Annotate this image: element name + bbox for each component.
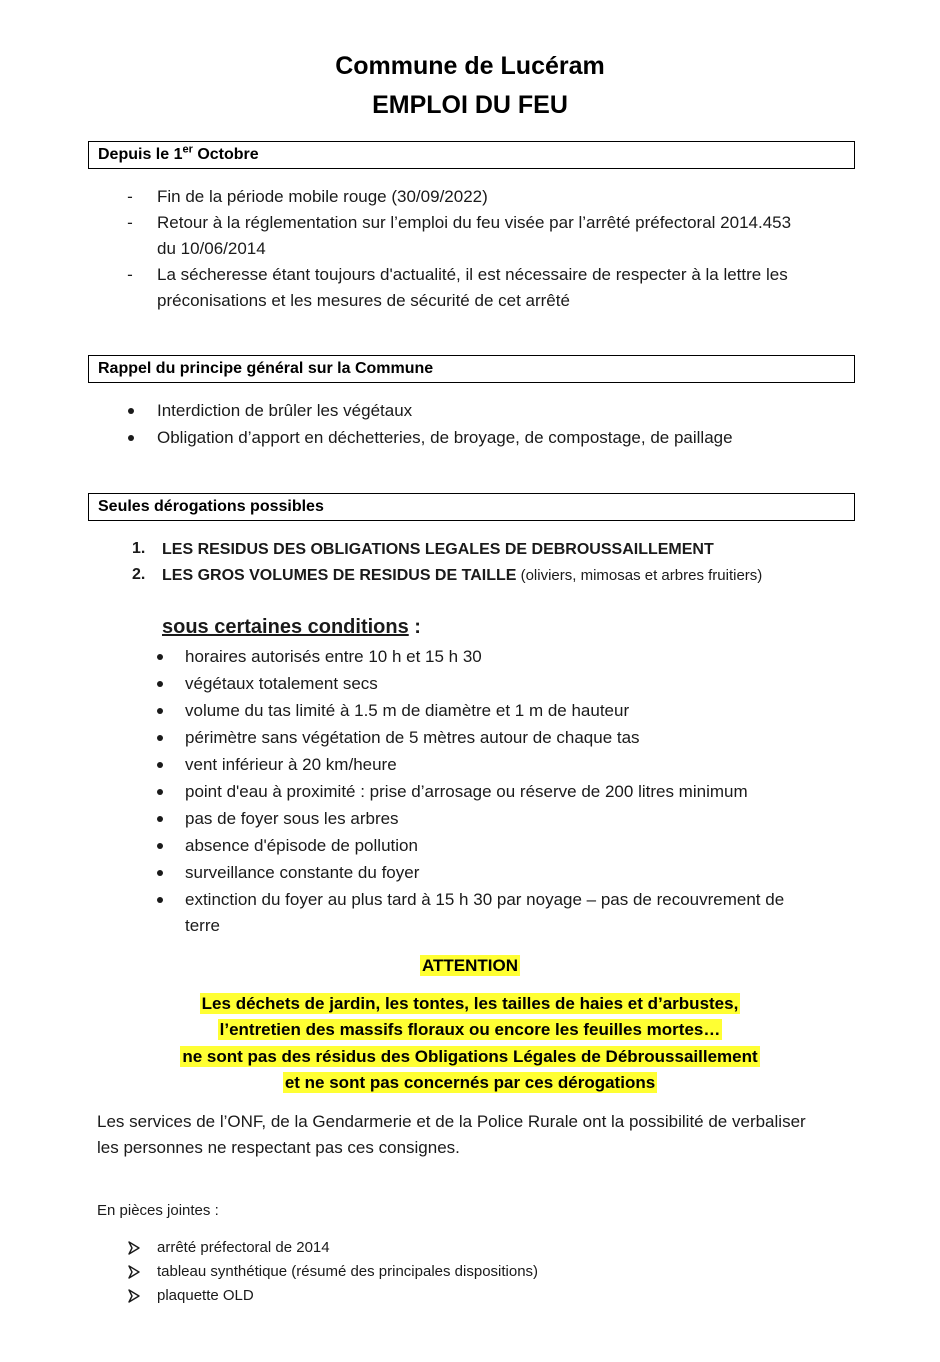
arrow-bullet-icon [127, 1241, 141, 1255]
arrow-bullet-icon [127, 1265, 141, 1279]
condition-item-1: horaires autorisés entre 10 h et 15 h 30 [185, 647, 482, 666]
condition-item-4: périmètre sans végétation de 5 mètres autour de chaque tas [185, 728, 640, 747]
attention-line-3-text: ne sont pas des résidus des Obligations Légales de Débroussaillement [182, 1047, 758, 1066]
depuis-item-3-cont: préconisations et les mesures de sécurité de cet arrêté [157, 291, 570, 310]
bullet-dot-icon [157, 843, 163, 849]
section-derogations-header: Seules dérogations possibles [88, 493, 855, 521]
verbalisation-line-1: Les services de l’ONF, de la Gendarmerie et de la Police Rurale ont la possibilité de verbaliser [97, 1112, 806, 1131]
attention-line-4 [0, 1070, 940, 1096]
attention-heading [0, 953, 940, 979]
condition-item-8: absence d'épisode de pollution [185, 836, 418, 855]
bullet-dot-icon [157, 654, 163, 660]
bullet-dot-icon [128, 435, 134, 441]
conditions-colon: : [408, 616, 421, 638]
piece-jointe-1: arrêté préfectoral de 2014 [157, 1239, 330, 1256]
derogation-item-2-bold: LES GROS VOLUMES DE RESIDUS DE TAILLE [162, 567, 517, 584]
section-depuis-label-sup: er [182, 143, 193, 156]
derogation-item-1-bold: LES RESIDUS DES OBLIGATIONS LEGALES DE DEBROUSSAILLEMENT [162, 541, 714, 558]
condition-item-7: pas de foyer sous les arbres [185, 809, 399, 828]
condition-item-9: surveillance constante du foyer [185, 863, 420, 882]
section-depuis-label-suffix: Octobre [192, 146, 259, 163]
attention-line-2-text: l’entretien des massifs floraux ou encore les feuilles mortes… [219, 1020, 721, 1039]
attention-heading-text: ATTENTION [421, 956, 518, 975]
attention-line-3 [0, 1044, 940, 1070]
derogation-item-2 [162, 562, 762, 589]
attention-line-1-text: Les déchets de jardin, les tontes, les tailles de haies et d’arbustes, [201, 994, 739, 1013]
condition-item-10: extinction du foyer au plus tard à 15 h 30 par noyage – pas de recouvrement de [185, 890, 785, 909]
bullet-dot-icon [157, 708, 163, 714]
conditions-heading [162, 612, 421, 642]
condition-item-5: vent inférieur à 20 km/heure [185, 755, 397, 774]
attention-line-1 [0, 991, 940, 1017]
depuis-item-2-cont: du 10/06/2014 [157, 239, 266, 258]
bullet-dot-icon [157, 681, 163, 687]
condition-item-2: végétaux totalement secs [185, 674, 378, 693]
bullet-dot-icon [128, 408, 134, 414]
bullet-dot-icon [157, 897, 163, 903]
condition-item-6: point d'eau à proximité : prise d’arrosage ou réserve de 200 litres minimum [185, 782, 748, 801]
section-depuis-label-prefix: Depuis le 1 [98, 146, 183, 163]
page-subtitle: EMPLOI DU FEU [372, 91, 568, 119]
derogation-item-1 [162, 536, 714, 563]
verbalisation-line-2: les personnes ne respectant pas ces consignes. [97, 1138, 460, 1157]
bullet-dot-icon [157, 789, 163, 795]
attention-line-2 [0, 1017, 940, 1043]
attention-line-4-text: et ne sont pas concernés par ces dérogations [284, 1073, 656, 1092]
derogation-item-2-extra: (oliviers, mimosas et arbres fruitiers) [516, 567, 763, 584]
rappel-item-1: Interdiction de brûler les végétaux [157, 401, 413, 420]
piece-jointe-2: tableau synthétique (résumé des principales dispositions) [157, 1263, 539, 1280]
rappel-item-2: Obligation d’apport en déchetteries, de broyage, de compostage, de paillage [157, 428, 733, 447]
bullet-dot-icon [157, 816, 163, 822]
condition-item-10-cont: terre [185, 916, 220, 935]
pieces-jointes-label: En pièces jointes : [97, 1202, 219, 1219]
section-rappel-header: Rappel du principe général sur la Commune [88, 355, 855, 383]
condition-item-3: volume du tas limité à 1.5 m de diamètre et 1 m de hauteur [185, 701, 630, 720]
page-title: Commune de Lucéram [335, 52, 605, 80]
bullet-dot-icon [157, 735, 163, 741]
bullet-dot-icon [157, 762, 163, 768]
derogation-number-2: 2. [132, 566, 146, 583]
depuis-item-3: La sécheresse étant toujours d'actualité, il est nécessaire de respecter à la lettre les [157, 265, 788, 284]
dash-marker: - [127, 265, 133, 284]
piece-jointe-3: plaquette OLD [157, 1287, 254, 1304]
conditions-title: sous certaines conditions [162, 616, 409, 638]
derogation-number-1: 1. [132, 540, 146, 557]
dash-marker: - [127, 213, 133, 232]
depuis-item-2: Retour à la réglementation sur l’emploi du feu visée par l’arrêté préfectoral 2014.453 [157, 213, 792, 232]
arrow-bullet-icon [127, 1289, 141, 1303]
section-depuis-header [88, 141, 855, 169]
bullet-dot-icon [157, 870, 163, 876]
depuis-item-1: Fin de la période mobile rouge (30/09/2022) [157, 187, 488, 206]
dash-marker: - [127, 187, 133, 206]
